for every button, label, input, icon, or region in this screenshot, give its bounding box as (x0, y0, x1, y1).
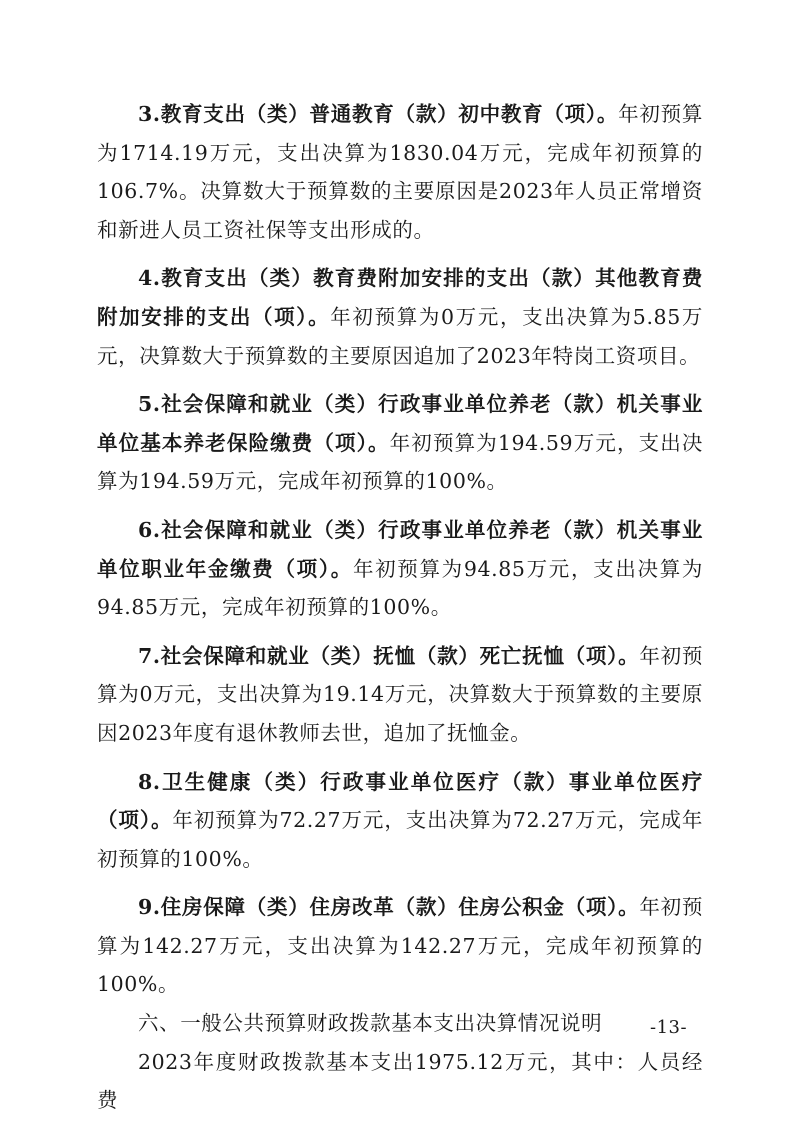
final-paragraph: 2023年度财政拨款基本支出1975.12万元，其中：人员经费 (97, 1049, 703, 1113)
paragraph-lead: 5.社会保障和就业（类）行政事业单位养老（款）机关事业单位基本养老保险缴费（项）。 (97, 392, 703, 455)
section-heading: 六、一般公共预算财政拨款基本支出决算情况说明 (138, 1011, 603, 1036)
paragraph-lead: 9.住房保障（类）住房改革（款）住房公积金（项）。 (138, 895, 640, 920)
paragraph-body: 年初预算为0万元，支出决算为5.85万元，决算数大于预算数的主要原因追加了2023年特岗工资项目。 (97, 304, 703, 368)
paragraph-lead: 4.教育支出（类）教育费附加安排的支出（款）其他教育费附加安排的支出（项）。 (97, 266, 703, 329)
document-body (97, 95, 703, 1120)
paragraph-item-6 (97, 511, 703, 627)
paragraph-item-9 (97, 888, 703, 1004)
paragraph-item-7 (97, 637, 703, 753)
paragraph-item-3 (97, 95, 703, 249)
paragraph-lead: 8.卫生健康（类）行政事业单位医疗（款）事业单位医疗（项）。 (97, 769, 703, 833)
paragraph-body: 年初预算为194.59万元，支出决算为194.59万元，完成年初预算的100%。 (97, 430, 703, 494)
paragraph-lead: 7.社会保障和就业（类）抚恤（款）死亡抚恤（项）。 (138, 643, 640, 668)
paragraph-body: 年初预算为142.27万元，支出决算为142.27万元，完成年初预算的100%。 (97, 895, 703, 997)
paragraph-item-5 (97, 385, 703, 501)
paragraph-body: 年初预算为72.27万元，支出决算为72.27万元，完成年初预算的100%。 (97, 808, 703, 871)
paragraph-body: 年初预算为0万元，支出决算为19.14万元，决算数大于预算数的主要原因2023年度有退休教师去世，追加了抚恤金。 (97, 643, 703, 745)
paragraph-body: 年初预算为94.85万元，支出决算为94.85万元，完成年初预算的100%。 (97, 556, 703, 620)
paragraph-body: 年初预算为1714.19万元，支出决算为1830.04万元，完成年初预算的106.7%。决算数大于预算数的主要原因是2023年人员正常增资和新进人员工资社保等支出形成的。 (97, 102, 703, 242)
page-number: -13- (650, 1017, 688, 1038)
paragraph-lead: 6.社会保障和就业（类）行政事业单位养老（款）机关事业单位职业年金缴费（项）。 (97, 517, 703, 581)
paragraph-lead: 3.教育支出（类）普通教育（款）初中教育（项）。 (138, 102, 619, 126)
paragraph-item-8 (97, 763, 703, 879)
paragraph-item-4 (97, 259, 703, 375)
